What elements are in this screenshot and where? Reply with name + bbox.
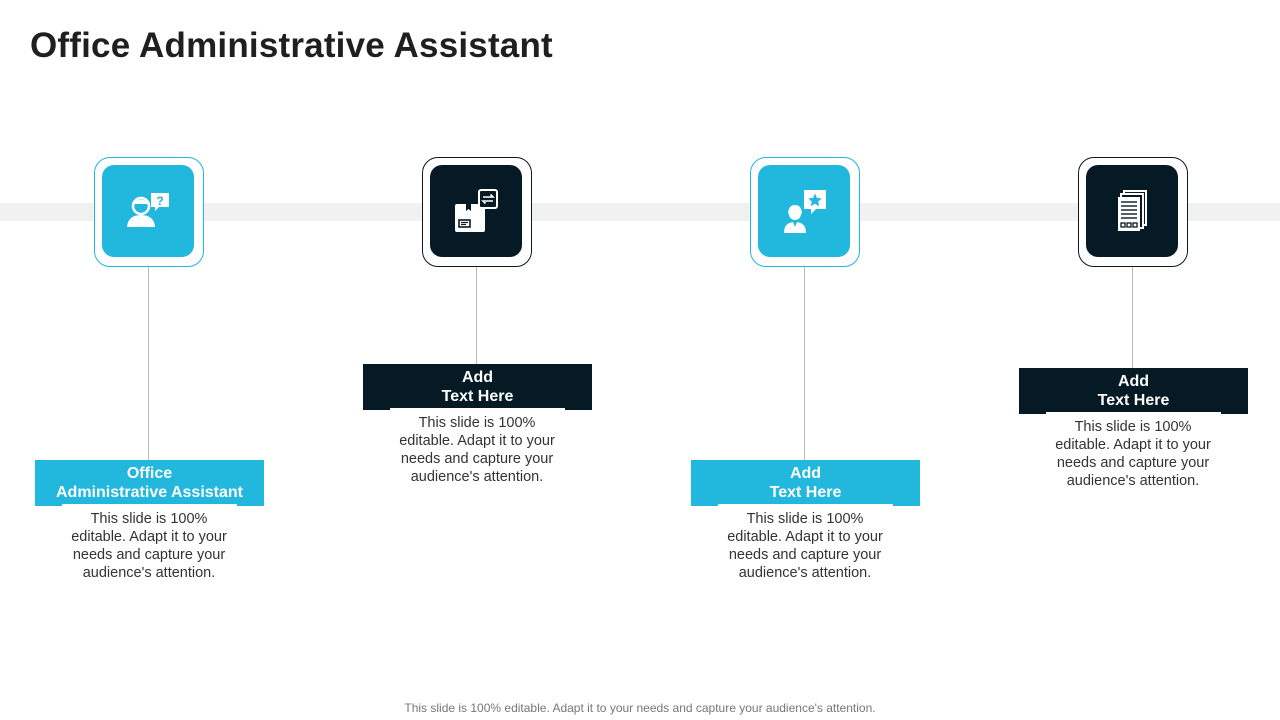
step-3-connector: [804, 267, 805, 460]
step-4-label: Add Text Here: [1019, 368, 1248, 414]
step-3-description: This slide is 100% editable. Adapt it to your needs and capture your audience's attention.: [727, 511, 883, 581]
step-4-description: This slide is 100% editable. Adapt it to your needs and capture your audience's attention.: [1055, 419, 1211, 489]
step-2-icon-frame: [422, 157, 532, 267]
user-star-feedback-icon: [780, 187, 828, 235]
step-4-icon-frame: [1078, 157, 1188, 267]
user-question-icon: [124, 187, 172, 235]
documents-stack-icon: [1108, 187, 1156, 235]
step-1-label: Office Administrative Assistant: [35, 460, 264, 506]
step-4-connector: [1132, 267, 1133, 368]
box-exchange-icon: [452, 187, 500, 235]
step-3-label: Add Text Here: [691, 460, 920, 506]
svg-text:?: ?: [156, 194, 164, 208]
step-2-label: Add Text Here: [363, 364, 592, 410]
step-2-connector: [476, 267, 477, 364]
step-1-description: This slide is 100% editable. Adapt it to your needs and capture your audience's attention.: [71, 511, 227, 581]
step-1-connector: [148, 267, 149, 460]
step-3-icon-frame: [750, 157, 860, 267]
step-1-icon-frame: [94, 157, 204, 267]
step-2-description: This slide is 100% editable. Adapt it to your needs and capture your audience's attention.: [399, 415, 555, 485]
footer-note: This slide is 100% editable. Adapt it to your needs and capture your audience's attention.: [404, 701, 876, 715]
slide-title: Office Administrative Assistant: [30, 26, 553, 65]
